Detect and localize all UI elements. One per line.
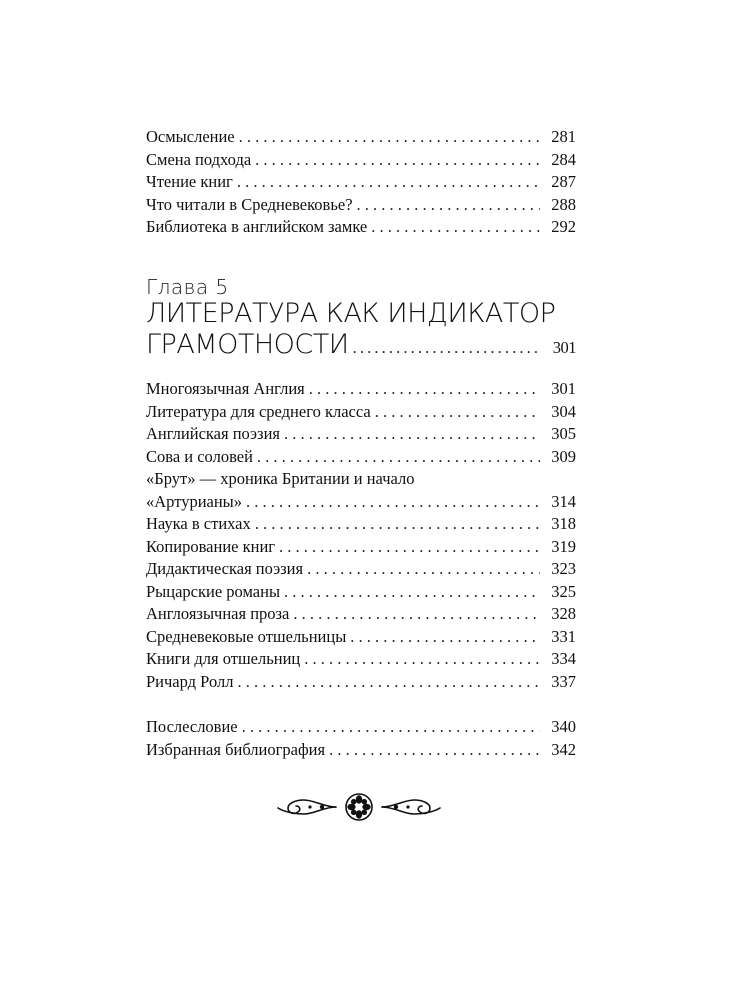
toc-entry[interactable]: [146, 626, 576, 649]
toc-entry[interactable]: [146, 401, 576, 424]
toc-entry-title: «Артурианы»: [146, 491, 243, 511]
toc-entry[interactable]: [146, 581, 576, 604]
leader-dots: [239, 126, 540, 149]
toc-entry-page: 325: [551, 581, 576, 601]
toc-entry-title: Копирование книг: [146, 536, 276, 556]
leader-dots: [293, 603, 540, 626]
toc-entry-page: 301: [551, 379, 576, 398]
leader-dots: [357, 194, 540, 217]
toc-entry-page: 331: [551, 626, 576, 646]
leader-dots: [307, 558, 540, 581]
toc-entry[interactable]: [146, 603, 576, 626]
toc-entry-page: 342: [551, 739, 576, 759]
toc-entry-page: 305: [551, 424, 576, 443]
leader-dots: [353, 332, 540, 363]
toc-entry-title: Дидактическая поэзия: [146, 559, 304, 578]
toc-entry-title: Английская поэзия: [146, 424, 280, 443]
leader-dots: [329, 739, 540, 762]
leader-dots: [242, 716, 540, 739]
toc-entry[interactable]: [146, 558, 576, 581]
toc-entry-title: Избранная библиография: [146, 739, 326, 759]
toc-entry-page: 304: [551, 401, 576, 421]
chapter-title-line-1[interactable]: ЛИТЕРАТУРА КАК ИНДИКАТОР: [146, 298, 556, 329]
toc-entry[interactable]: [146, 423, 576, 446]
toc-entry-page: 288: [551, 194, 576, 214]
leader-dots: [375, 401, 540, 424]
toc-entry-page: 334: [551, 649, 576, 668]
toc-entry[interactable]: [146, 171, 576, 194]
toc-entry[interactable]: [146, 671, 576, 694]
chapter-title-row[interactable]: [146, 329, 576, 363]
toc-entry-title: Ричард Ролл: [146, 671, 234, 691]
toc-entry[interactable]: [146, 194, 576, 217]
toc-entry-page: 292: [551, 217, 576, 236]
toc-entry-title: Средневековые отшельницы: [146, 626, 347, 646]
toc-entry-title: Чтение книг: [146, 172, 233, 191]
toc-entry-title: Осмысление: [146, 127, 235, 146]
toc-entry-page: 309: [551, 446, 576, 466]
toc-entry-title: Библиотека в английском замке: [146, 217, 368, 236]
toc-entry[interactable]: [146, 126, 576, 149]
toc-entry[interactable]: [146, 648, 576, 671]
leader-dots: [284, 581, 540, 604]
toc-entry-page: 314: [551, 491, 576, 511]
toc-entry[interactable]: [146, 216, 576, 239]
leader-dots: [309, 378, 540, 401]
leader-dots: [304, 648, 540, 671]
leader-dots: [237, 171, 540, 194]
toc-section-end-matter: [146, 716, 576, 761]
toc-entry-title: Послесловие: [146, 717, 238, 736]
toc-entry-page: 284: [551, 149, 576, 169]
toc-section-previous-chapter: [146, 126, 576, 239]
toc-entry-title: Сова и соловей: [146, 446, 253, 466]
toc-entry-page: 323: [551, 559, 576, 578]
toc-entry-page: 328: [551, 604, 576, 623]
toc-entry-page: 340: [551, 717, 576, 736]
flourish-rosette-ornament-icon: [274, 786, 444, 828]
toc-entry-page: 337: [551, 671, 576, 691]
chapter-label: Глава 5: [146, 275, 229, 299]
toc-section-chapter-5: [146, 378, 576, 693]
toc-entry-title: Многоязычная Англия: [146, 379, 305, 398]
toc-entry[interactable]: [146, 739, 576, 762]
leader-dots: [284, 423, 540, 446]
toc-entry[interactable]: [146, 491, 576, 514]
leader-dots: [255, 149, 540, 172]
toc-entry[interactable]: [146, 378, 576, 401]
toc-entry-title: Англоязычная проза: [146, 604, 290, 623]
toc-entry-title: Книги для отшельниц: [146, 649, 301, 668]
chapter-heading: [146, 276, 576, 363]
toc-entry-page: 318: [551, 514, 576, 533]
toc-entry-title-wrapped[interactable]: «Брут» — хроника Британии и начало: [146, 469, 415, 488]
chapter-title-line-2: ГРАМОТНОСТИ: [146, 329, 349, 360]
leader-dots: [350, 626, 540, 649]
toc-entry-page: 319: [551, 536, 576, 556]
toc-entry-page: 281: [551, 127, 576, 146]
toc-entry-title: Литература для среднего класса: [146, 401, 371, 421]
toc-entry-title: Наука в стихах: [146, 514, 251, 533]
leader-dots: [279, 536, 540, 559]
toc-entry-title: Что читали в Средневековье?: [146, 194, 353, 214]
toc-entry[interactable]: [146, 446, 576, 469]
toc-entry-page: 287: [551, 172, 576, 191]
toc-entry-title: Рыцарские романы: [146, 581, 281, 601]
leader-dots: [371, 216, 540, 239]
leader-dots: [237, 671, 540, 694]
toc-entry-title: Смена подхода: [146, 149, 252, 169]
leader-dots: [255, 513, 540, 536]
leader-dots: [246, 491, 540, 514]
toc-entry[interactable]: [146, 536, 576, 559]
chapter-page: 301: [552, 338, 576, 357]
toc-entry[interactable]: [146, 149, 576, 172]
toc-entry[interactable]: [146, 513, 576, 536]
toc-entry[interactable]: [146, 716, 576, 739]
leader-dots: [257, 446, 540, 469]
